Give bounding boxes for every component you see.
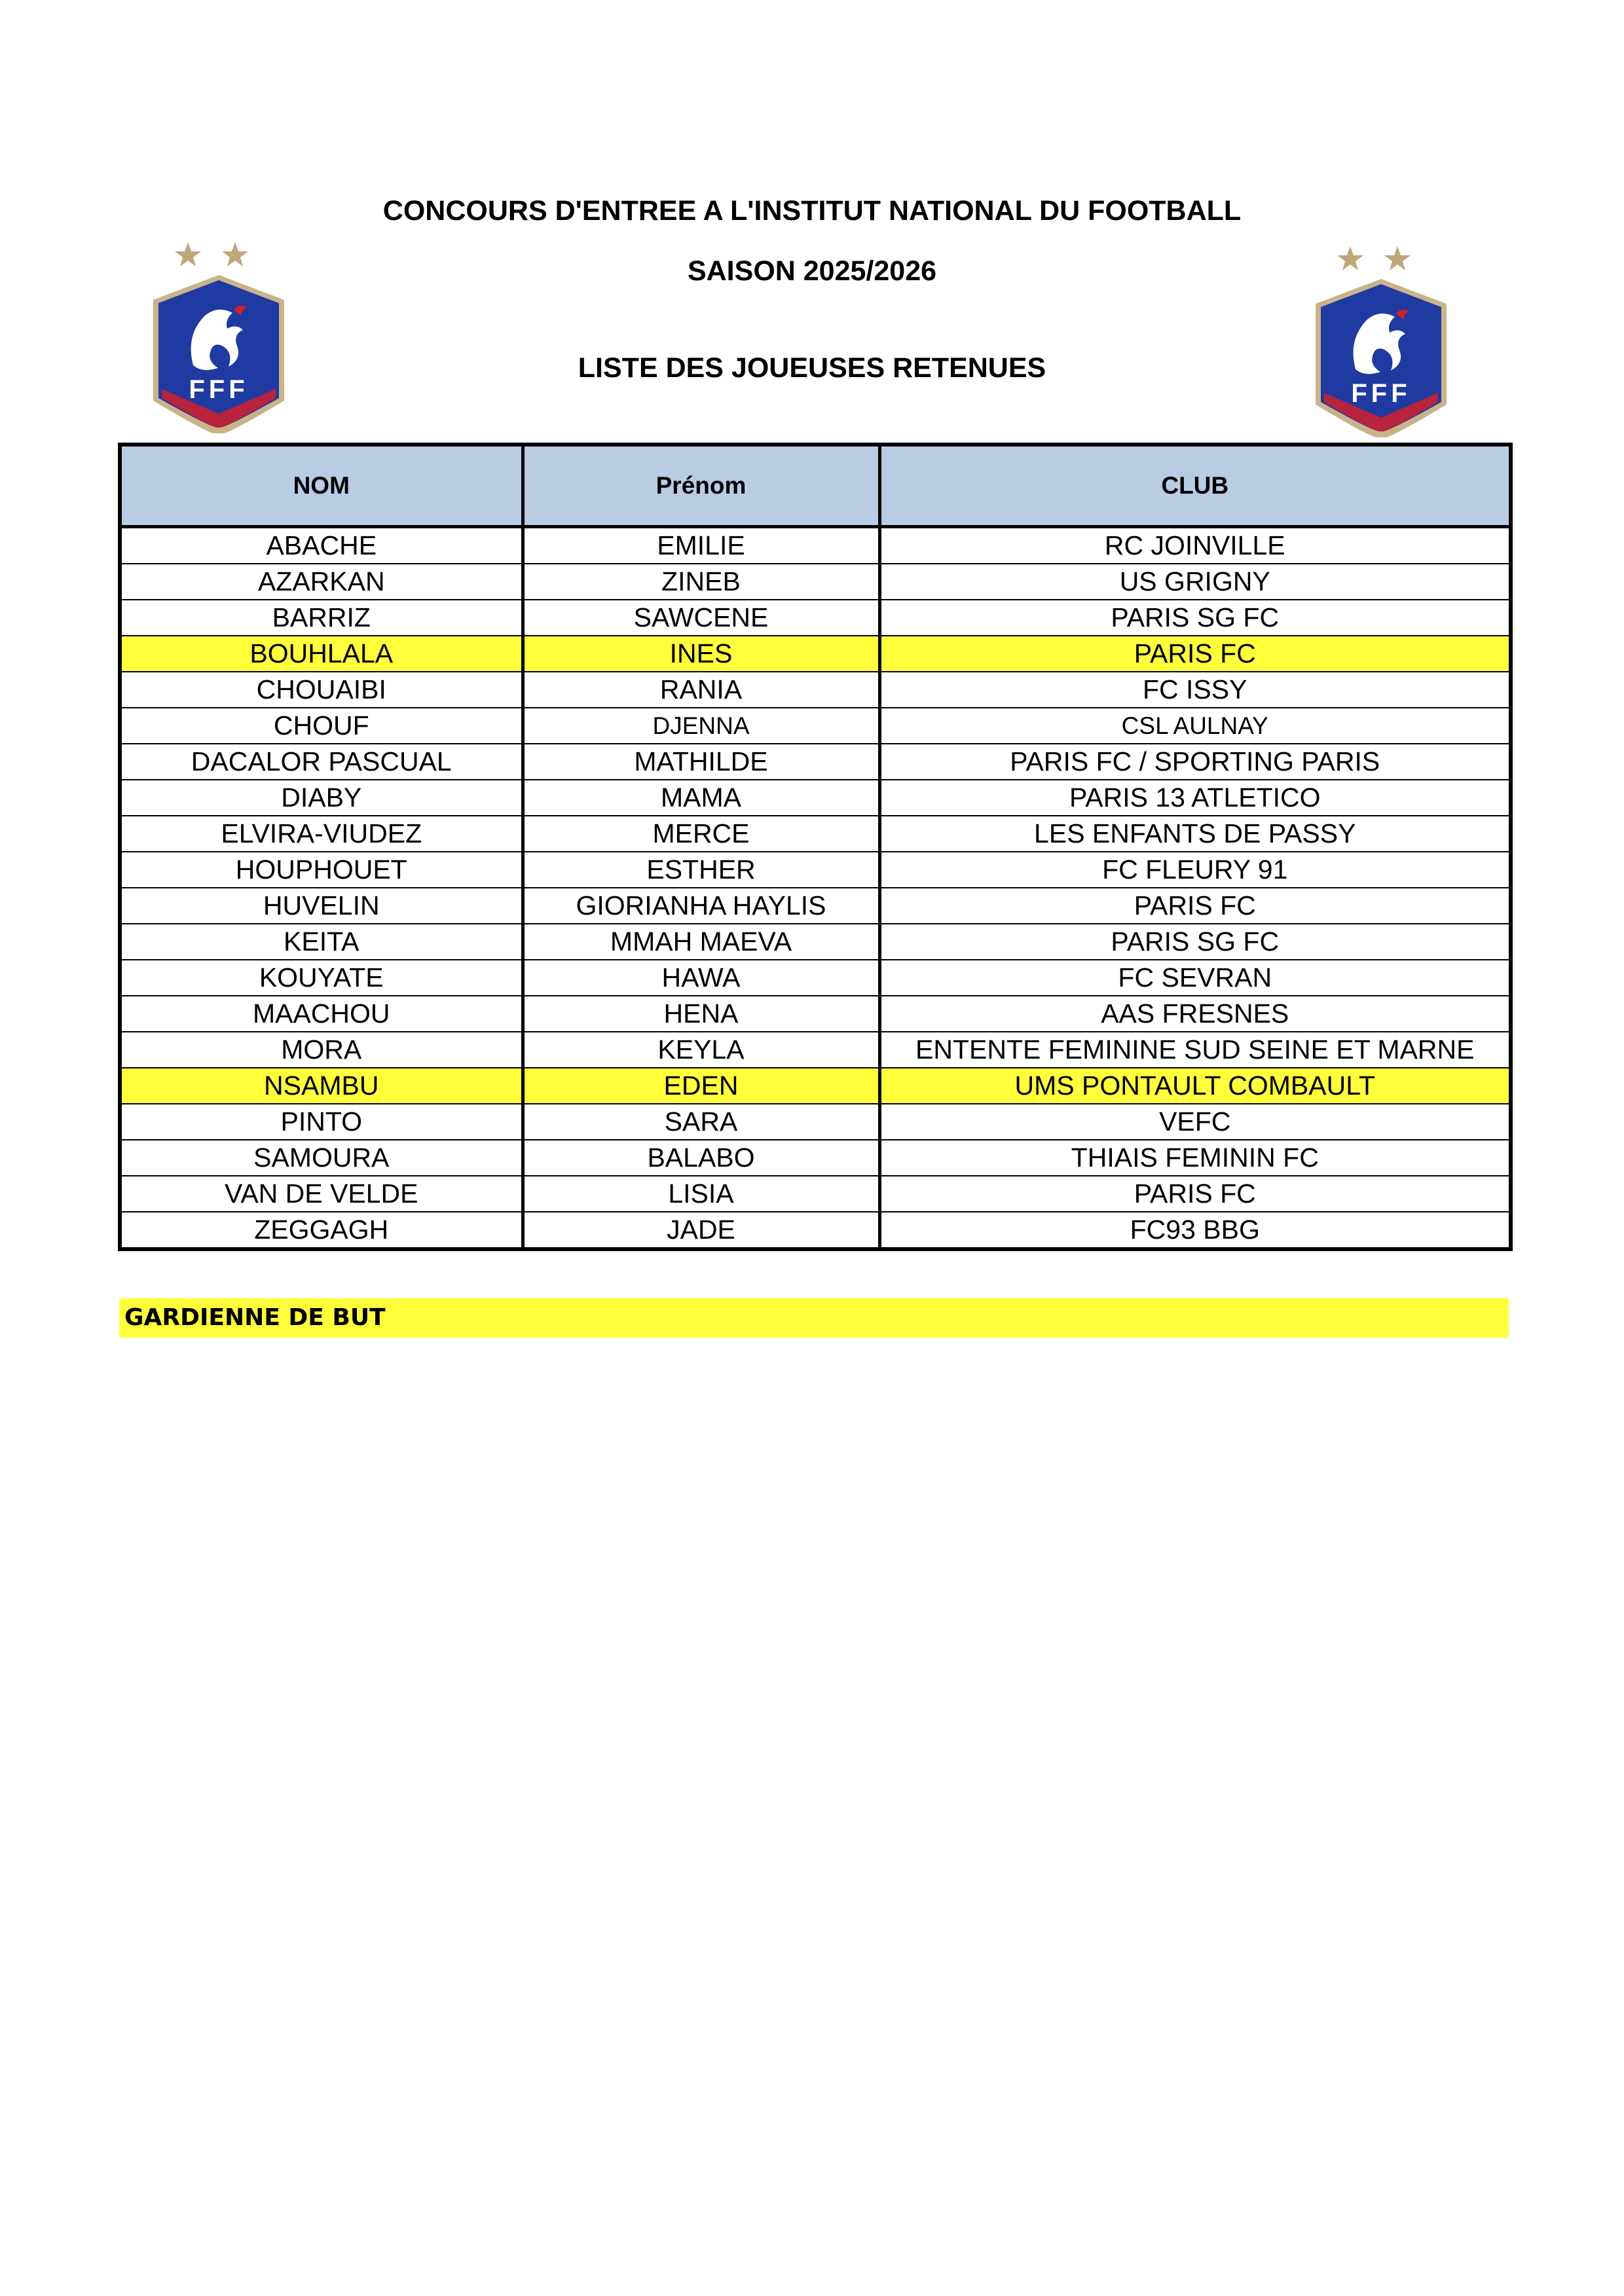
cell-nom: VAN DE VELDE xyxy=(120,1176,523,1212)
table-row xyxy=(120,1212,1511,1249)
cell-club: PARIS FC xyxy=(879,888,1511,924)
cell-club: THIAIS FEMININ FC xyxy=(879,1140,1511,1176)
cell-nom: BOUHLALA xyxy=(120,636,523,672)
cell-nom: CHOUF xyxy=(120,708,523,744)
cell-prenom: ZINEB xyxy=(523,564,879,600)
table-row xyxy=(120,672,1511,708)
cell-nom: HOUPHOUET xyxy=(120,852,523,888)
cell-club: PARIS SG FC xyxy=(879,600,1511,636)
column-header-club: CLUB xyxy=(879,445,1511,527)
star-icon xyxy=(222,242,248,266)
cell-nom: NSAMBU xyxy=(120,1068,523,1104)
table-row xyxy=(120,600,1511,636)
cell-club: VEFC xyxy=(879,1104,1511,1140)
cell-club: PARIS FC xyxy=(879,636,1511,672)
cell-nom: ABACHE xyxy=(120,527,523,564)
list-subtitle: LISTE DES JOUEUSES RETENUES xyxy=(578,352,1046,384)
cell-prenom: KEYLA xyxy=(523,1032,879,1068)
cell-nom: DACALOR PASCUAL xyxy=(120,744,523,780)
cell-nom: SAMOURA xyxy=(120,1140,523,1176)
cell-club: PARIS SG FC xyxy=(879,924,1511,960)
table-row xyxy=(120,924,1511,960)
cell-prenom: ESTHER xyxy=(523,852,879,888)
table-row xyxy=(120,708,1511,744)
cell-club: AAS FRESNES xyxy=(879,996,1511,1032)
cell-club: UMS PONTAULT COMBAULT xyxy=(879,1068,1511,1104)
table-row xyxy=(120,888,1511,924)
season-label: SAISON 2025/2026 xyxy=(687,255,937,287)
cell-nom: DIABY xyxy=(120,780,523,816)
column-header-nom: NOM xyxy=(120,445,523,527)
cell-prenom: SAWCENE xyxy=(523,600,879,636)
cell-prenom: INES xyxy=(523,636,879,672)
table-row xyxy=(120,564,1511,600)
cell-prenom: HENA xyxy=(523,996,879,1032)
document-title: CONCOURS D'ENTREE A L'INSTITUT NATIONAL DU FOOTBALL xyxy=(382,195,1242,227)
cell-club: FC ISSY xyxy=(879,672,1511,708)
fff-logo-text: FFF xyxy=(189,375,249,404)
cell-nom: KOUYATE xyxy=(120,960,523,996)
cell-prenom: EMILIE xyxy=(523,527,879,564)
cell-club: US GRIGNY xyxy=(879,564,1511,600)
cell-nom: HUVELIN xyxy=(120,888,523,924)
table-row xyxy=(120,744,1511,780)
cell-club: FC FLEURY 91 xyxy=(879,852,1511,888)
star-icon xyxy=(175,242,201,266)
cell-prenom: DJENNA xyxy=(523,708,879,744)
cell-club: FC SEVRAN xyxy=(879,960,1511,996)
cell-club: CSL AULNAY xyxy=(879,708,1511,744)
cell-nom: CHOUAIBI xyxy=(120,672,523,708)
goalkeeper-legend: GARDIENNE DE BUT xyxy=(119,1298,1509,1338)
cell-prenom: EDEN xyxy=(523,1068,879,1104)
table-row xyxy=(120,816,1511,852)
table-row xyxy=(120,1176,1511,1212)
table-row xyxy=(120,527,1511,564)
cell-nom: BARRIZ xyxy=(120,600,523,636)
cell-prenom: GIORIANHA HAYLIS xyxy=(523,888,879,924)
table-row xyxy=(120,1140,1511,1176)
cell-nom: ELVIRA-VIUDEZ xyxy=(120,816,523,852)
cell-nom: PINTO xyxy=(120,1104,523,1140)
table-row xyxy=(120,996,1511,1032)
cell-prenom: BALABO xyxy=(523,1140,879,1176)
cell-prenom: MMAH MAEVA xyxy=(523,924,879,960)
cell-club: LES ENFANTS DE PASSY xyxy=(879,816,1511,852)
table-row xyxy=(120,960,1511,996)
column-header-prenom: Prénom xyxy=(523,445,879,527)
cell-nom: AZARKAN xyxy=(120,564,523,600)
cell-club: FC93 BBG xyxy=(879,1212,1511,1249)
cell-prenom: MERCE xyxy=(523,816,879,852)
cell-prenom: SARA xyxy=(523,1104,879,1140)
fff-logo-text: FFF xyxy=(1351,379,1411,408)
cell-nom: ZEGGAGH xyxy=(120,1212,523,1249)
cell-prenom: LISIA xyxy=(523,1176,879,1212)
table-row xyxy=(120,1104,1511,1140)
cell-prenom: RANIA xyxy=(523,672,879,708)
cell-prenom: JADE xyxy=(523,1212,879,1249)
cell-club: RC JOINVILLE xyxy=(879,527,1511,564)
cell-nom: MAACHOU xyxy=(120,996,523,1032)
table-row xyxy=(120,1032,1511,1068)
cell-club: PARIS 13 ATLETICO xyxy=(879,780,1511,816)
star-icon xyxy=(1337,246,1363,270)
star-icon xyxy=(1384,246,1411,270)
cell-prenom: MATHILDE xyxy=(523,744,879,780)
cell-prenom: MAMA xyxy=(523,780,879,816)
cell-club: ENTENTE FEMININE SUD SEINE ET MARNE xyxy=(879,1032,1511,1068)
cell-nom: KEITA xyxy=(120,924,523,960)
table-row xyxy=(120,636,1511,672)
table-row xyxy=(120,780,1511,816)
players-table xyxy=(118,443,1513,1251)
table-row xyxy=(120,852,1511,888)
fff-logo-right xyxy=(1307,241,1455,437)
table-row xyxy=(120,1068,1511,1104)
cell-nom: MORA xyxy=(120,1032,523,1068)
cell-club: PARIS FC xyxy=(879,1176,1511,1212)
cell-prenom: HAWA xyxy=(523,960,879,996)
fff-logo-left xyxy=(145,237,293,433)
cell-club: PARIS FC / SPORTING PARIS xyxy=(879,744,1511,780)
table-header-row xyxy=(120,445,1511,527)
